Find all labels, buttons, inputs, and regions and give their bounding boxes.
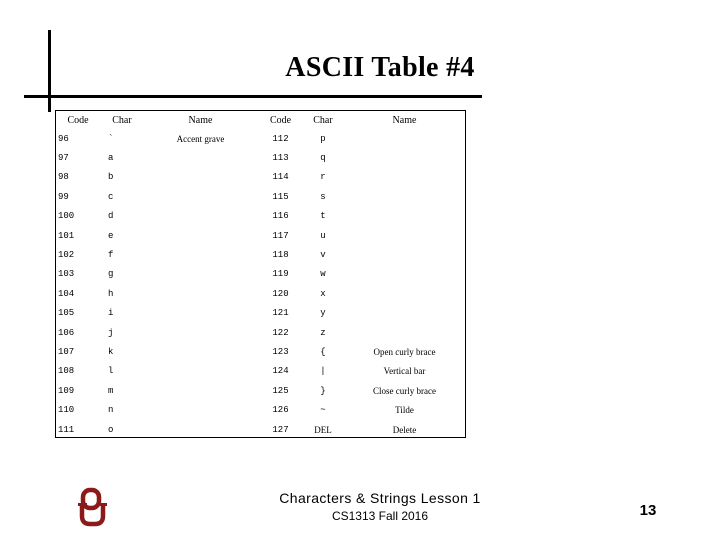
cell-char-right: z <box>320 327 326 338</box>
cell-name-right <box>342 323 467 342</box>
cell-char-left: c <box>108 191 114 202</box>
table-row <box>56 168 467 187</box>
cell-name-right <box>342 265 467 284</box>
table-row <box>56 226 467 245</box>
cell-char-left: l <box>108 366 114 377</box>
cell-name-right <box>342 187 467 206</box>
cell-code-left: 97 <box>58 153 69 164</box>
cell-name-left <box>144 342 257 361</box>
cell-char-right: u <box>320 230 326 241</box>
cell-char-right: w <box>320 269 326 280</box>
cell-char-left: o <box>108 424 114 435</box>
table-row <box>56 265 467 284</box>
cell-char-right: v <box>320 250 326 261</box>
cell-char-left: k <box>108 346 114 357</box>
cell-name-right: Delete <box>392 424 417 435</box>
cell-char-right: s <box>320 191 326 202</box>
cell-code-right: 119 <box>272 269 289 280</box>
cell-name-left <box>144 400 257 419</box>
header-name-right: Name <box>392 114 417 126</box>
cell-code-right: 122 <box>272 327 289 338</box>
page-number: 13 <box>639 502 657 519</box>
header-char-right: Char <box>313 114 333 126</box>
cell-char-right: { <box>320 346 326 357</box>
cell-code-left: 106 <box>58 327 75 338</box>
cell-code-left: 111 <box>58 424 75 435</box>
cell-code-left: 98 <box>58 172 69 183</box>
table-row <box>56 207 467 226</box>
cell-code-right: 115 <box>272 191 289 202</box>
ascii-table <box>56 111 467 439</box>
cell-char-left: n <box>108 405 114 416</box>
table-row <box>56 187 467 206</box>
cell-name-left <box>144 362 257 381</box>
cell-char-right: r <box>320 172 326 183</box>
cell-code-right: 120 <box>272 288 289 299</box>
cell-code-left: 103 <box>58 269 75 280</box>
cell-char-right: q <box>320 153 326 164</box>
cell-name-left <box>144 245 257 264</box>
header-code-left: Code <box>67 114 89 126</box>
cell-char-left: m <box>108 385 114 396</box>
cell-char-left: e <box>108 230 114 241</box>
table-row <box>56 148 467 167</box>
cell-char-right: } <box>320 385 326 396</box>
cell-code-right: 117 <box>272 230 289 241</box>
cell-name-left <box>144 187 257 206</box>
cell-code-left: 100 <box>58 211 75 222</box>
cell-name-right <box>342 245 467 264</box>
cell-code-right: 113 <box>272 153 289 164</box>
cell-name-right <box>342 284 467 303</box>
cell-code-left: 102 <box>58 250 75 261</box>
cell-name-right <box>342 148 467 167</box>
cell-char-right: p <box>320 133 326 144</box>
cell-name-left <box>144 168 257 187</box>
ou-logo-icon <box>76 487 110 527</box>
ascii-table-frame <box>55 110 466 438</box>
table-row <box>56 284 467 303</box>
cell-name-left <box>144 148 257 167</box>
cell-name-left <box>144 304 257 323</box>
cell-name-left <box>144 207 257 226</box>
cell-code-left: 108 <box>58 366 75 377</box>
table-row <box>56 245 467 264</box>
cell-char-left: h <box>108 288 114 299</box>
cell-code-left: 99 <box>58 191 69 202</box>
slide-title: ASCII Table #4 <box>285 52 475 83</box>
cell-name-left <box>144 381 257 400</box>
cell-name-left: Accent grave <box>176 133 225 144</box>
cell-char-right: x <box>320 288 326 299</box>
footer-lesson-title: Characters & Strings Lesson 1 <box>279 490 481 506</box>
cell-name-left <box>144 420 257 439</box>
table-header-row <box>56 111 467 129</box>
cell-name-right: Tilde <box>395 405 414 416</box>
cell-char-left: i <box>108 308 114 319</box>
cell-code-right: 125 <box>272 385 289 396</box>
cell-code-left: 101 <box>58 230 75 241</box>
cell-name-left <box>144 265 257 284</box>
cell-name-right: Close curly brace <box>373 385 436 396</box>
cell-char-left: f <box>108 250 114 261</box>
cell-char-right: DEL <box>314 424 332 435</box>
footer-course-term: CS1313 Fall 2016 <box>331 509 429 523</box>
table-row <box>56 420 467 439</box>
cell-code-right: 121 <box>272 308 289 319</box>
cell-name-right: Vertical bar <box>383 366 426 377</box>
cell-name-right <box>342 129 467 148</box>
table-body <box>56 129 467 439</box>
header-code-right: Code <box>269 114 292 126</box>
cell-char-left: b <box>108 172 114 183</box>
cell-char-right: | <box>320 366 326 377</box>
cell-code-left: 105 <box>58 308 75 319</box>
table-row <box>56 362 467 381</box>
table-row <box>56 304 467 323</box>
cell-code-right: 112 <box>272 133 289 144</box>
cell-code-left: 96 <box>58 133 69 144</box>
cell-code-left: 104 <box>58 288 75 299</box>
cell-char-left: d <box>108 211 114 222</box>
cell-char-right: y <box>320 308 326 319</box>
cell-code-left: 110 <box>58 405 75 416</box>
table-row <box>56 323 467 342</box>
cell-name-right: Open curly brace <box>373 346 436 357</box>
cell-char-right: t <box>320 211 326 222</box>
cell-code-left: 107 <box>58 346 75 357</box>
cell-name-left <box>144 323 257 342</box>
cell-code-right: 126 <box>272 405 289 416</box>
cell-name-right <box>342 226 467 245</box>
cell-name-left <box>144 284 257 303</box>
cell-name-right <box>342 207 467 226</box>
table-row <box>56 381 467 400</box>
cell-char-left: g <box>108 269 114 280</box>
cell-code-right: 114 <box>272 172 289 183</box>
cell-code-left: 109 <box>58 385 75 396</box>
cell-char-right: ~ <box>320 405 326 416</box>
decorative-horizontal-line <box>24 95 482 98</box>
cell-char-left: a <box>108 153 114 164</box>
table-row <box>56 342 467 361</box>
cell-code-right: 124 <box>272 366 289 377</box>
header-name-left: Name <box>188 114 213 126</box>
cell-name-left <box>144 226 257 245</box>
cell-name-right <box>342 168 467 187</box>
cell-code-right: 116 <box>272 211 289 222</box>
header-char-left: Char <box>112 114 132 126</box>
cell-name-right <box>342 304 467 323</box>
table-row <box>56 129 467 148</box>
table-row <box>56 400 467 419</box>
cell-char-left: ` <box>108 133 114 144</box>
cell-code-right: 123 <box>272 346 289 357</box>
cell-code-right: 118 <box>272 250 289 261</box>
cell-char-left: j <box>108 327 114 338</box>
cell-code-right: 127 <box>272 424 289 435</box>
